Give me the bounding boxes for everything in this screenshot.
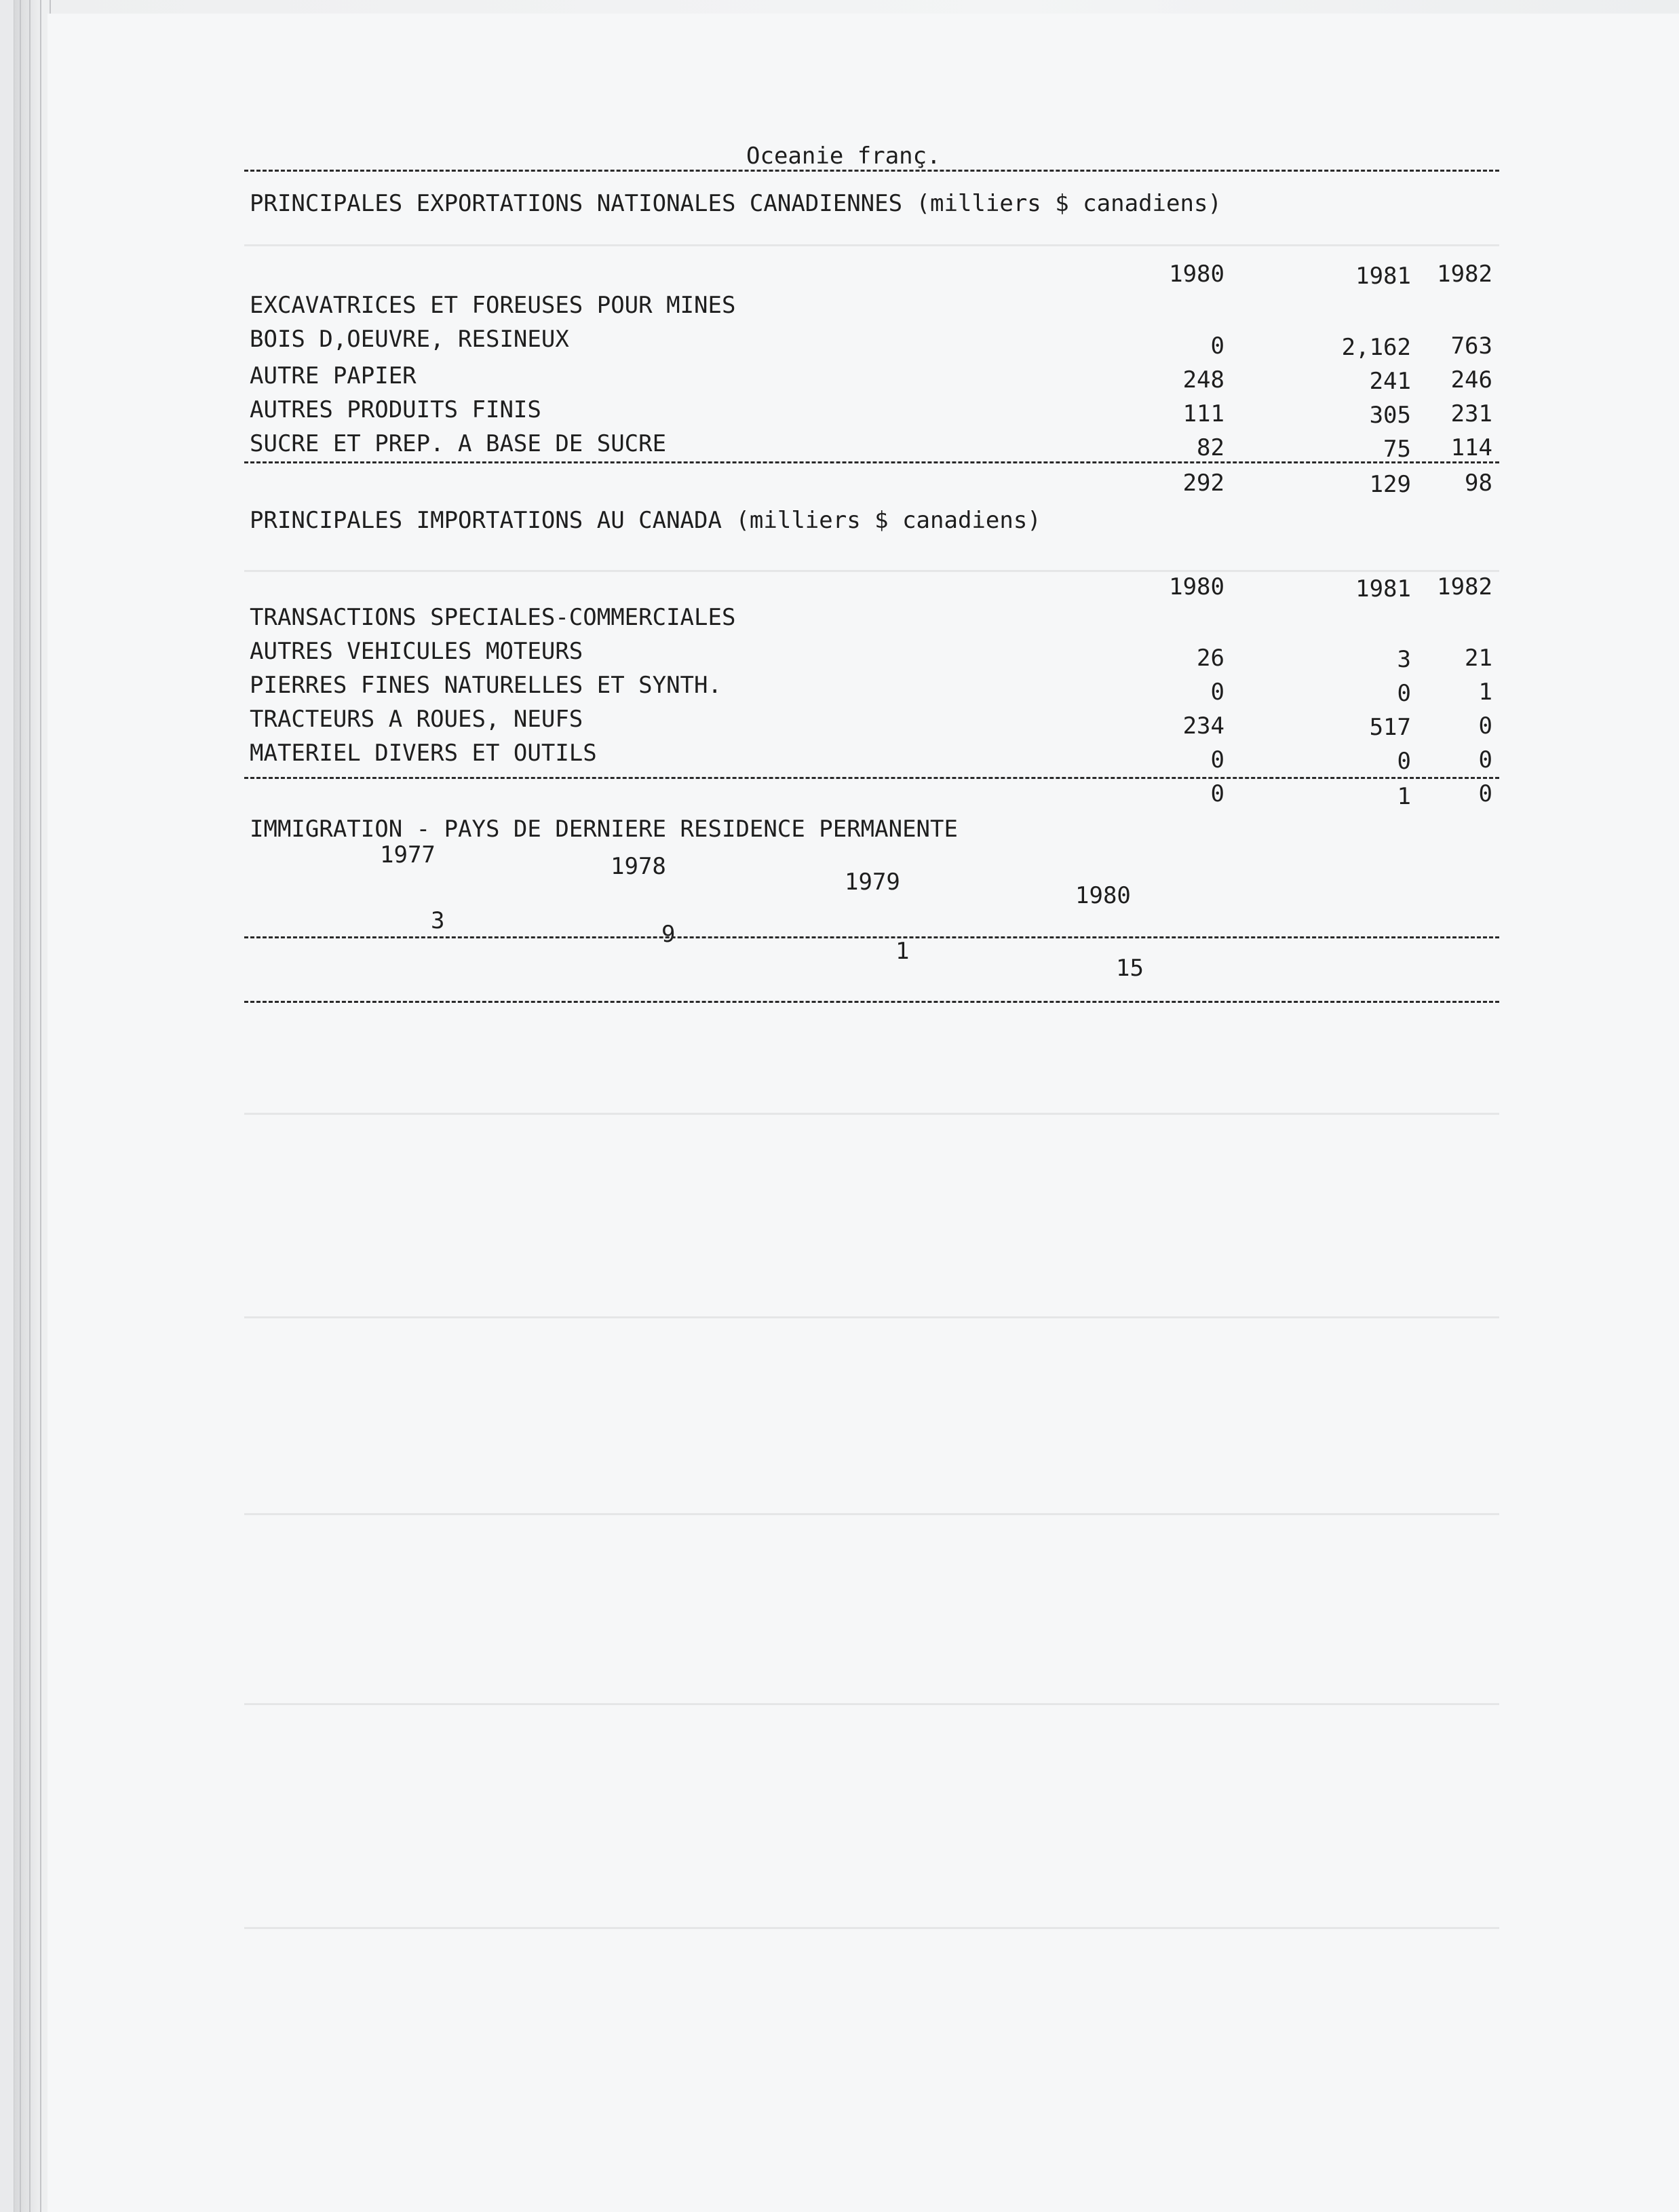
exports-item: BOIS D,OEUVRE, RESINEUX (250, 326, 569, 353)
imports-cell: 1 (1478, 679, 1492, 706)
exports-cell: 114 (1450, 434, 1492, 461)
imports-year-1982: 1982 (1437, 573, 1492, 600)
imports-year-1981: 1981 (1355, 575, 1411, 603)
imports-year-1980: 1980 (1169, 573, 1224, 600)
exports-cell: 2,162 (1341, 334, 1411, 361)
imports-item: AUTRES VEHICULES MOTEURS (250, 638, 583, 665)
exports-heading: PRINCIPALES EXPORTATIONS NATIONALES CANADIENNES (milliers $ canadiens) (250, 190, 1222, 217)
immigration-value: 9 (661, 921, 676, 948)
exports-cell: 763 (1450, 332, 1492, 360)
exports-cell: 241 (1369, 368, 1411, 395)
imports-cell: 0 (1397, 748, 1411, 775)
exports-cell: 129 (1369, 471, 1411, 498)
imports-item: TRACTEURS A ROUES, NEUFS (250, 706, 583, 733)
imports-cell: 0 (1210, 780, 1224, 807)
imports-item: TRANSACTIONS SPECIALES-COMMERCIALES (250, 604, 736, 631)
exports-cell: 75 (1383, 436, 1411, 463)
exports-year-1981: 1981 (1355, 263, 1411, 290)
exports-cell: 231 (1450, 400, 1492, 427)
imports-item: MATERIEL DIVERS ET OUTILS (250, 740, 597, 767)
imports-cell: 1 (1397, 783, 1411, 810)
exports-cell: 305 (1369, 402, 1411, 429)
imports-cell: 517 (1369, 714, 1411, 741)
imports-cell: 0 (1210, 746, 1224, 774)
exports-cell: 246 (1450, 366, 1492, 394)
immigration-value: 1 (895, 938, 910, 965)
exports-item: EXCAVATRICES ET FOREUSES POUR MINES (250, 292, 736, 319)
immigration-heading: IMMIGRATION - PAYS DE DERNIERE RESIDENCE PERMANENTE (250, 816, 958, 843)
region-title: Oceanie franç. (746, 142, 941, 170)
divider (244, 170, 1499, 172)
immigration-year: 1977 (380, 841, 436, 869)
exports-cell: 111 (1182, 400, 1224, 427)
exports-cell: 248 (1182, 366, 1224, 394)
imports-heading: PRINCIPALES IMPORTATIONS AU CANADA (milliers $ canadiens) (250, 507, 1041, 534)
exports-year-1980: 1980 (1169, 261, 1224, 288)
imports-cell: 0 (1210, 679, 1224, 706)
bleed-through (244, 204, 1499, 1900)
imports-cell: 0 (1478, 780, 1492, 807)
immigration-year: 1980 (1075, 882, 1131, 909)
exports-cell: 98 (1465, 470, 1492, 497)
page-edge (40, 0, 41, 2212)
exports-cell: 0 (1210, 332, 1224, 360)
exports-item: AUTRES PRODUITS FINIS (250, 396, 541, 423)
exports-cell: 292 (1182, 470, 1224, 497)
page-edge (29, 0, 31, 2212)
immigration-year: 1978 (611, 853, 666, 880)
imports-cell: 21 (1465, 645, 1492, 672)
imports-cell: 0 (1397, 680, 1411, 707)
immigration-value: 3 (431, 907, 445, 934)
imports-cell: 234 (1182, 712, 1224, 740)
imports-cell: 0 (1478, 746, 1492, 774)
page-edge (20, 0, 21, 2212)
imports-cell: 0 (1478, 712, 1492, 740)
imports-item: PIERRES FINES NATURELLES ET SYNTH. (250, 672, 722, 699)
exports-item: AUTRE PAPIER (250, 362, 417, 389)
exports-year-1982: 1982 (1437, 261, 1492, 288)
exports-cell: 82 (1197, 434, 1224, 461)
immigration-year: 1979 (845, 869, 900, 896)
imports-cell: 26 (1197, 645, 1224, 672)
exports-item: SUCRE ET PREP. A BASE DE SUCRE (250, 430, 667, 457)
immigration-value: 15 (1116, 955, 1144, 982)
imports-cell: 3 (1397, 646, 1411, 673)
